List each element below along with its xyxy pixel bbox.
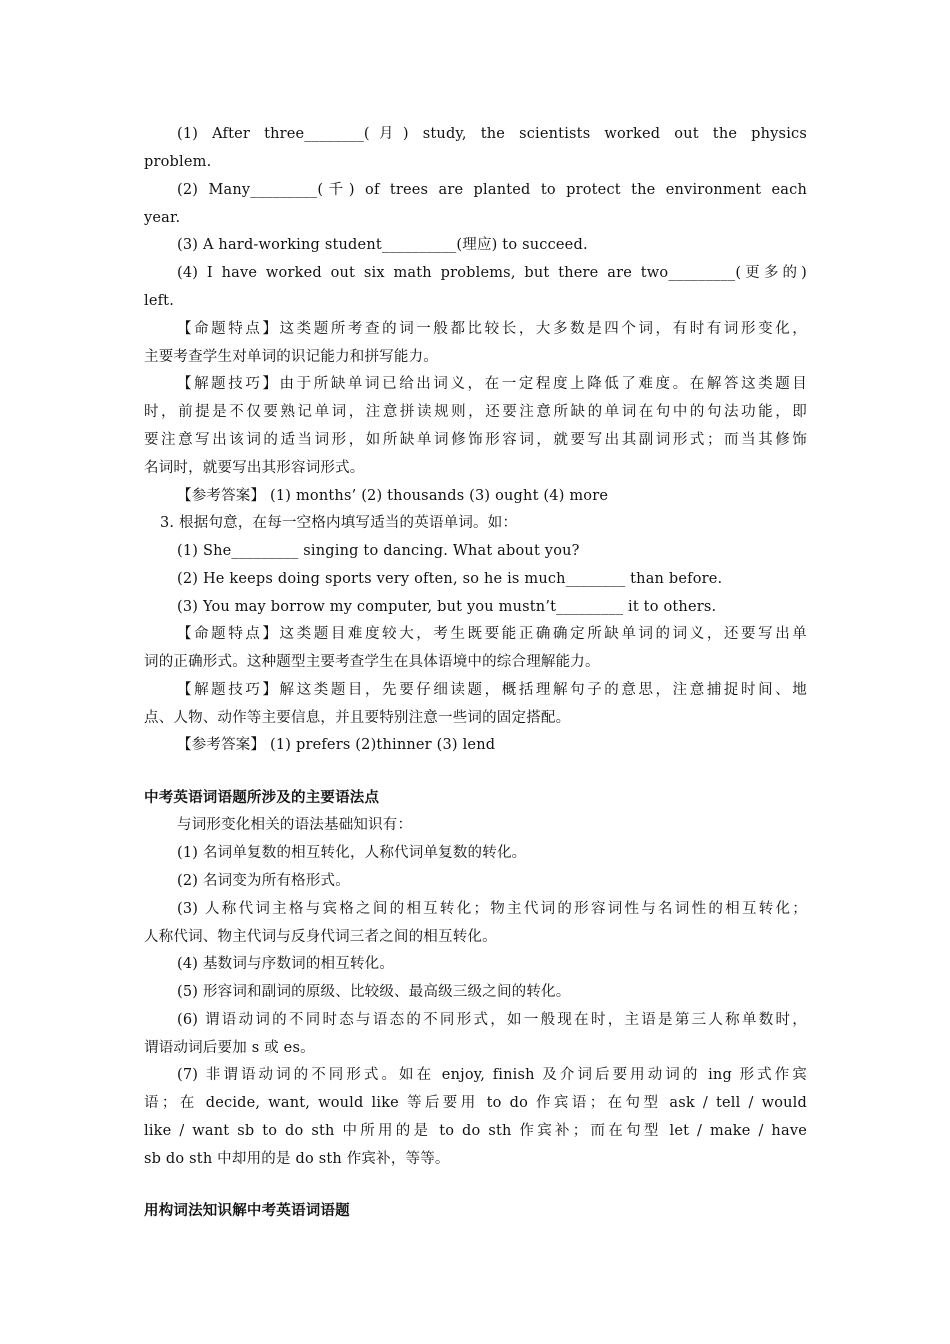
- question-line: (3) A hard-working student__________(理应) to succeed.: [177, 237, 588, 253]
- tips-paragraph: 时，前提是不仅要熟记单词，注意拼读规则，还要注意所缺的单词在句中的句法功能，即: [144, 404, 807, 420]
- question-line: year.: [144, 210, 181, 226]
- grammar-point: 人称代词、物主代词与反身代词三者之间的相互转化。: [144, 929, 497, 945]
- grammar-point: 谓语动词后要加 s 或 es。: [144, 1040, 315, 1056]
- feature-paragraph: 主要考查学生对单词的识记能力和拼写能力。: [144, 349, 438, 365]
- answer-line: 【参考答案】 (1) months’ (2) thousands (3) ought (4) more: [177, 488, 609, 504]
- tips-paragraph: 【解题技巧】解这类题目，先要仔细读题，概括理解句子的意思，注意捕捉时间、地: [177, 682, 807, 698]
- grammar-point: (2) 名词变为所有格形式。: [177, 873, 350, 889]
- question-line: (1) She_________ singing to dancing. What about you?: [177, 543, 580, 559]
- grammar-point: (6) 谓语动词的不同时态与语态的不同形式，如一般现在时，主语是第三人称单数时，: [177, 1012, 807, 1028]
- question-line: (3) You may borrow my computer, but you mustn’t_________ it to others.: [177, 599, 717, 615]
- question-line: (2) Many_________(千) of trees are planted to protect the environment each: [177, 182, 807, 198]
- question-line: left.: [144, 293, 175, 309]
- tips-paragraph: 点、人物、动作等主要信息，并且要特别注意一些词的固定搭配。: [144, 710, 571, 726]
- tips-paragraph: 【解题技巧】由于所缺单词已给出词义，在一定程度上降低了难度。在解答这类题目: [177, 376, 807, 392]
- grammar-point: (3) 人称代词主格与宾格之间的相互转化；物主代词的形容词性与名词性的相互转化；: [177, 901, 807, 917]
- tips-paragraph: 名词时，就要写出其形容词形式。: [144, 460, 365, 476]
- question-line: problem.: [144, 154, 212, 170]
- section-heading: 用构词法知识解中考英语词语题: [144, 1203, 350, 1219]
- grammar-point: (4) 基数词与序数词的相互转化。: [177, 956, 395, 972]
- grammar-point: (5) 形容词和副词的原级、比较级、最高级三级之间的转化。: [177, 984, 571, 1000]
- question-line: (2) He keeps doing sports very often, so he is much________ than before.: [177, 571, 723, 587]
- grammar-point: sb do sth 中却用的是 do sth 作宾补，等等。: [144, 1151, 450, 1167]
- grammar-intro: 与词形变化相关的语法基础知识有：: [177, 817, 413, 833]
- feature-paragraph: 【命题特点】这类题目难度较大，考生既要能正确确定所缺单词的词义，还要写出单: [177, 626, 807, 642]
- question-line: (1) After three________(月) study, the scientists worked out the physics: [177, 126, 807, 142]
- grammar-point: (7) 非谓语动词的不同形式。如在 enjoy, finish 及介词后要用动词的 ing 形式作宾: [177, 1067, 807, 1083]
- question-line: (4) I have worked out six math problems, but there are two_________(更多的): [177, 265, 807, 281]
- grammar-point: (1) 名词单复数的相互转化，人称代词单复数的转化。: [177, 845, 527, 861]
- grammar-point: 语；在 decide, want, would like 等后要用 to do 作宾语；在句型 ask / tell / would: [144, 1095, 807, 1111]
- tips-paragraph: 要注意写出该词的适当词形，如所缺单词修饰形容词，就要写出其副词形式；而当其修饰: [144, 432, 807, 448]
- grammar-point: like / want sb to do sth 中所用的是 to do sth 作宾补；而在句型 let / make / have: [144, 1123, 807, 1139]
- feature-paragraph: 【命题特点】这类题所考查的词一般都比较长，大多数是四个词，有时有词形变化，: [177, 321, 807, 337]
- answer-line: 【参考答案】 (1) prefers (2)thinner (3) lend: [177, 737, 496, 753]
- question-title: 3. 根据句意，在每一空格内填写适当的英语单词。如：: [160, 515, 518, 531]
- section-heading: 中考英语词语题所涉及的主要语法点: [144, 790, 380, 806]
- feature-paragraph: 词的正确形式。这种题型主要考查学生在具体语境中的综合理解能力。: [144, 654, 600, 670]
